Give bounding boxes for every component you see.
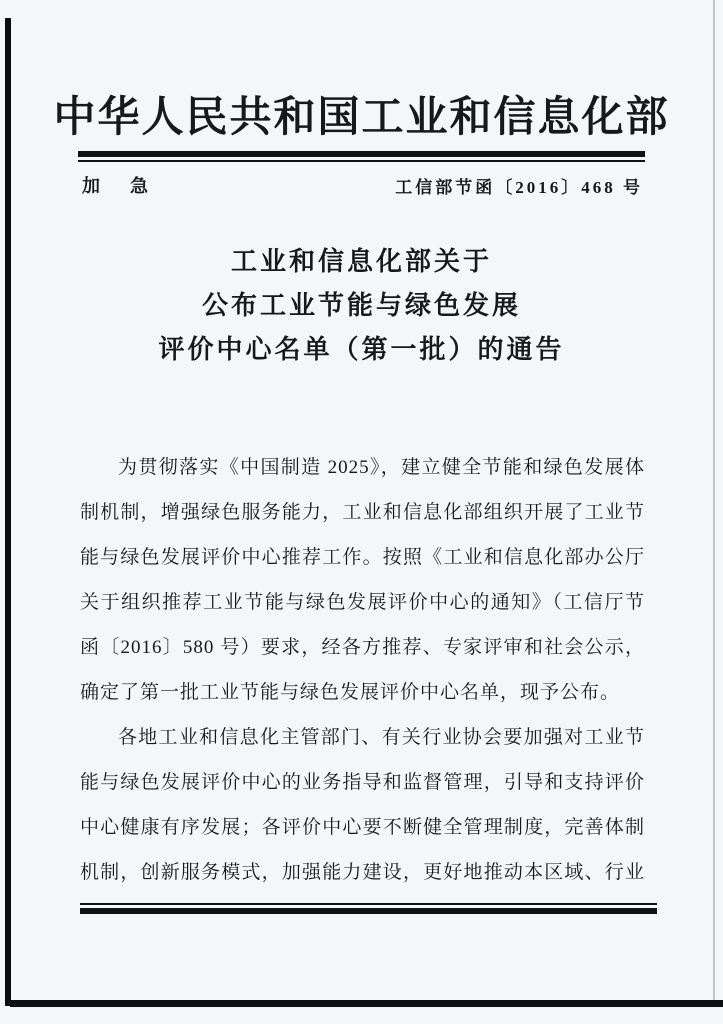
body-line: 关于组织推荐工业节能与绿色发展评价中心的通知》（工信厅节 — [80, 592, 645, 613]
document-title — [0, 240, 723, 372]
urgency-label: 加 急 — [82, 176, 154, 196]
document-meta-row — [82, 170, 643, 200]
footer-divider — [80, 903, 657, 914]
scan-left-border — [5, 18, 11, 1006]
document-body — [80, 445, 645, 895]
paragraph — [80, 715, 645, 895]
footer-divider-thin-line — [80, 903, 657, 905]
letterhead-divider — [78, 151, 645, 162]
body-line: 确定了第一批工业节能与绿色发展评价中心名单，现予公布。 — [80, 682, 621, 703]
scan-right-edge-line — [713, 0, 715, 1000]
footer-divider-thick-line — [80, 908, 657, 914]
document-title-line: 公布工业节能与绿色发展 — [201, 291, 521, 320]
body-line: 制机制，增强绿色服务能力，工业和信息化部组织开展了工业节 — [80, 502, 645, 523]
body-line: 中心健康有序发展；各评价中心要不断健全管理制度，完善体制 — [80, 817, 645, 838]
paragraph — [80, 445, 645, 715]
document-number: 工信部节函〔2016〕468 号 — [395, 177, 643, 197]
body-line: 各地工业和信息化主管部门、有关行业协会要加强对工业节 — [118, 727, 645, 748]
letterhead-divider-thick-line — [78, 151, 645, 157]
scan-bottom-border — [10, 1000, 723, 1007]
letterhead-divider-thin-line — [78, 160, 645, 162]
body-line: 能与绿色发展评价中心推荐工作。按照《工业和信息化部办公厅 — [80, 547, 645, 568]
letterhead-title: 中华人民共和国工业和信息化部 — [53, 95, 670, 141]
document-title-line: 工业和信息化部关于 — [230, 247, 492, 276]
body-line: 机制，创新服务模式，加强能力建设，更好地推动本区域、行业 — [80, 862, 645, 883]
document-title-line: 评价中心名单（第一批）的通告 — [158, 335, 565, 364]
body-line: 函〔2016〕580 号）要求，经各方推荐、专家评审和社会公示， — [80, 637, 645, 658]
body-line: 为贯彻落实《中国制造 2025》，建立健全节能和绿色发展体 — [118, 457, 645, 478]
body-line: 能与绿色发展评价中心的业务指导和监督管理，引导和支持评价 — [80, 772, 645, 793]
